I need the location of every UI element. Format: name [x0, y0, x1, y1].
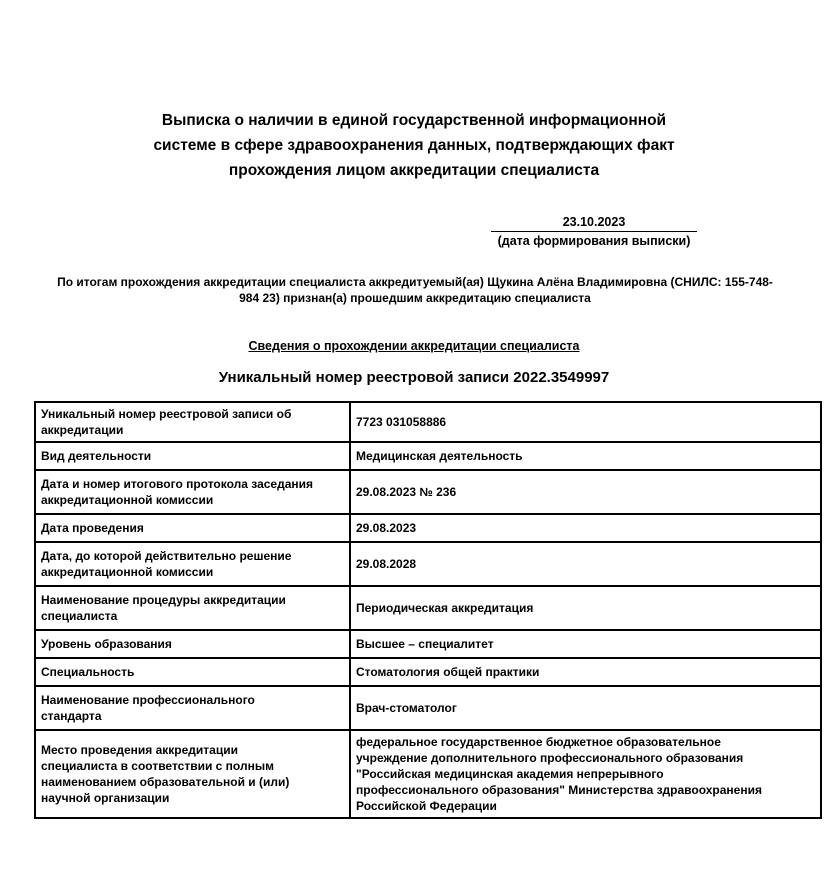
- row-label-cell: [35, 586, 350, 630]
- row-label-line: Наименование процедуры аккредитации: [41, 593, 286, 607]
- title-line: Выписка о наличии в единой государственной информационной: [161, 112, 667, 129]
- intro-line: По итогам прохождения аккредитации специалиста аккредитуемый(ая) Щукина Алёна Владимировна (СНИЛС: 155-748-: [57, 275, 773, 289]
- row-value-line: Врач-стоматолог: [356, 701, 457, 715]
- row-label-cell: [35, 470, 350, 514]
- intro-paragraph: [20, 274, 810, 306]
- row-value-line: Высшее – специалитет: [356, 637, 494, 651]
- row-label-line: Дата и номер итогового протокола заседания: [41, 477, 314, 491]
- row-label-cell: [35, 514, 350, 542]
- row-label-line: Дата проведения: [41, 521, 144, 535]
- table-row: [35, 514, 821, 542]
- row-value-cell: [350, 630, 821, 658]
- row-value-cell: [350, 586, 821, 630]
- row-value-cell: [350, 514, 821, 542]
- table-row: [35, 542, 821, 586]
- table-row: [35, 586, 821, 630]
- row-label-line: Специальность: [41, 665, 135, 679]
- row-label-line: аккредитации: [41, 423, 124, 437]
- row-label-line: Дата, до которой действительно решение: [41, 549, 292, 563]
- row-value-cell: [350, 542, 821, 586]
- registry-number-title: Уникальный номер реестровой записи 2022.3549997: [218, 369, 610, 386]
- row-label-line: Уникальный номер реестровой записи об: [41, 407, 292, 421]
- formation-date: 23.10.2023: [491, 214, 697, 232]
- row-label-line: Уровень образования: [41, 637, 172, 651]
- row-value-cell: [350, 686, 821, 730]
- row-label-line: аккредитационной комиссии: [41, 565, 214, 579]
- row-label-line: наименованием образовательной и (или): [41, 775, 290, 789]
- row-label-line: стандарта: [41, 709, 102, 723]
- row-value-line: 29.08.2028: [356, 557, 417, 571]
- row-label-cell: [35, 658, 350, 686]
- table-row: [35, 730, 821, 818]
- row-value-line: 29.08.2023: [356, 521, 417, 535]
- table-row: [35, 470, 821, 514]
- table-row: [35, 630, 821, 658]
- row-value-line: Периодическая аккредитация: [356, 601, 534, 615]
- row-value-line: профессионального образования" Министерства здравоохранения: [356, 783, 762, 797]
- row-label-line: специалиста: [41, 609, 118, 623]
- row-label-cell: [35, 442, 350, 470]
- intro-line: 984 23) признан(а) прошедшим аккредитацию специалиста: [239, 291, 591, 305]
- row-value-cell: [350, 730, 821, 818]
- row-label-cell: [35, 630, 350, 658]
- row-value-cell: [350, 402, 821, 442]
- section-title: Сведения о прохождении аккредитации специалиста: [248, 339, 580, 353]
- row-label-line: Наименование профессионального: [41, 693, 255, 707]
- document-title: [0, 108, 828, 183]
- table-row: [35, 402, 821, 442]
- row-label-cell: [35, 402, 350, 442]
- row-value-cell: [350, 470, 821, 514]
- table-row: [35, 442, 821, 470]
- title-line: системе в сфере здравоохранения данных, подтверждающих факт: [153, 137, 675, 154]
- row-value-line: "Российская медицинская академия непрерывного: [356, 767, 664, 781]
- formation-date-block: [491, 214, 697, 249]
- row-label-line: аккредитационной комиссии: [41, 493, 214, 507]
- row-value-line: учреждение дополнительного профессионального образования: [356, 751, 744, 765]
- title-line: прохождения лицом аккредитации специалиста: [228, 162, 600, 179]
- row-label-line: Вид деятельности: [41, 449, 152, 463]
- row-label-cell: [35, 542, 350, 586]
- row-value-cell: [350, 442, 821, 470]
- row-value-cell: [350, 658, 821, 686]
- row-value-line: 29.08.2023 № 236: [356, 485, 457, 499]
- table-row: [35, 686, 821, 730]
- row-value-line: Стоматология общей практики: [356, 665, 540, 679]
- accreditation-table: [34, 401, 822, 819]
- row-value-line: федеральное государственное бюджетное образовательное: [356, 735, 721, 749]
- row-label-cell: [35, 730, 350, 818]
- row-label-cell: [35, 686, 350, 730]
- formation-date-caption: (дата формирования выписки): [497, 234, 691, 248]
- row-label-line: научной организации: [41, 791, 170, 805]
- table-row: [35, 658, 821, 686]
- row-value-line: Медицинская деятельность: [356, 449, 523, 463]
- row-value-line: Российской Федерации: [356, 799, 497, 813]
- row-label-line: Место проведения аккредитации: [41, 743, 238, 757]
- row-label-line: специалиста в соответствии с полным: [41, 759, 274, 773]
- row-value-line: 7723 031058886: [356, 415, 447, 429]
